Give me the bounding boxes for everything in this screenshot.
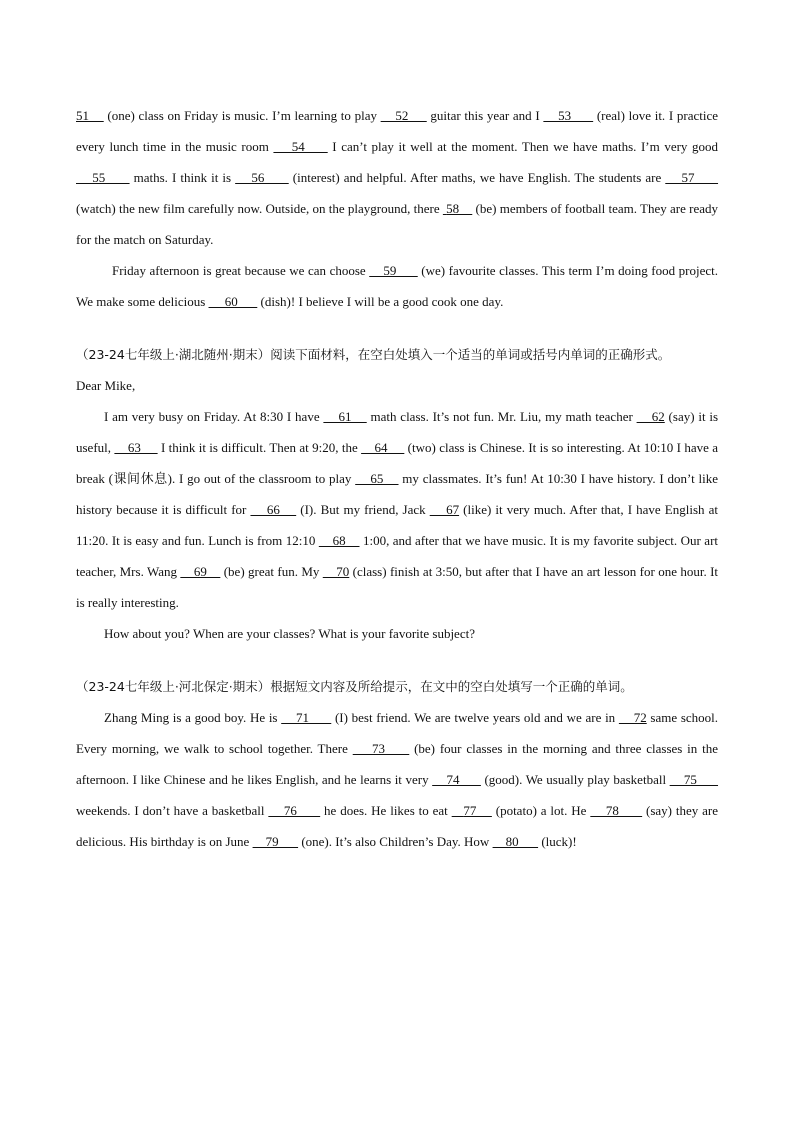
text-run: he does. He likes to eat	[320, 803, 452, 818]
text-run: guitar this year and I	[426, 108, 544, 123]
answer-blank: 53	[543, 108, 594, 123]
text-run: (good). We usually play basketball	[480, 772, 670, 787]
answer-blank: 65	[355, 471, 399, 486]
answer-blank: 67	[429, 502, 460, 517]
answer-blank: 71	[281, 710, 332, 725]
text-run: (two) class is Chinese. It is so interesting. At 10:10 I have a break (课间休息). I go out of the classroom to play	[76, 440, 719, 486]
document-page	[76, 100, 718, 857]
answer-blank: 70	[322, 564, 350, 579]
text-run: (interest) and helpful. After maths, we have English. The students are	[288, 170, 666, 185]
text-run: (one). It’s also Children’s Day. How	[298, 834, 493, 849]
answer-blank: 66	[250, 502, 297, 517]
section3-paragraph1	[76, 702, 718, 857]
answer-blank: 60	[208, 294, 258, 309]
text-run: math class. It’s not fun. Mr. Liu, my math teacher	[366, 409, 637, 424]
answer-blank: 75	[669, 772, 719, 787]
answer-blank: 72	[618, 710, 647, 725]
answer-blank: 64	[361, 440, 405, 455]
answer-blank: 79	[252, 834, 299, 849]
answer-blank: 63	[114, 440, 158, 455]
text-run: my classmates. It’s fun! At 10:30 I have history. I don’t like history because it is difficult for	[76, 471, 719, 517]
section2-salutation: Dear Mike,	[76, 378, 136, 393]
answer-blank: 58	[446, 201, 473, 216]
text-run: (be) great fun. My	[220, 564, 323, 579]
section1-paragraph1	[76, 100, 718, 255]
answer-blank: 68	[318, 533, 360, 548]
text-run: (say) it is useful,	[76, 409, 719, 455]
text-run: (watch) the new film carefully now. Outside, on the playground, there	[76, 201, 443, 216]
answer-blank: 77	[463, 803, 492, 818]
answer-blank: 56	[235, 170, 289, 185]
answer-blank: 54	[273, 139, 328, 154]
section2-paragraph1	[76, 401, 718, 618]
text-run: (potato) a lot. He	[491, 803, 591, 818]
text-run: (like) it very much. After that, I have English at 11:20. It is easy and fun. Lunch is from 12:10	[76, 502, 718, 548]
text-run: (real) love it. I practice every lunch time in the music room	[76, 108, 718, 154]
section1-paragraph2	[76, 255, 718, 317]
answer-blank: 76	[268, 803, 321, 818]
answer-blank: 59	[369, 263, 418, 278]
text-run: (one) class on Friday is music. I’m learning to play	[103, 108, 381, 123]
answer-blank: 52	[380, 108, 427, 123]
text-run: maths. I think it is	[129, 170, 236, 185]
text-run: Zhang Ming is a good boy. He is	[104, 710, 282, 725]
answer-blank: 51	[76, 108, 104, 123]
section2-heading: （23-24七年级上·湖北随州·期末）阅读下面材料，在空白处填入一个适当的单词或括号内单词的正确形式。	[76, 347, 671, 362]
text-run: (we) favourite classes. This term I’m doing food project. We make some delicious	[76, 263, 719, 309]
text-run: (luck)!	[538, 834, 577, 849]
answer-blank: 80	[492, 834, 539, 849]
answer-blank	[452, 803, 464, 818]
text-run: How about you? When are your classes? What is your favorite subject?	[104, 626, 475, 641]
text-run: I am very busy on Friday. At 8:30 I have	[104, 409, 324, 424]
answer-blank: 73	[352, 741, 410, 756]
answer-blank: 74	[432, 772, 481, 787]
text-run: (I) best friend. We are twelve years old and we are in	[331, 710, 619, 725]
text-run: (I). But my friend, Jack	[296, 502, 430, 517]
text-run: weekends. I don’t have a basketball	[76, 803, 269, 818]
text-run: (be) four classes in the morning and three classes in the afternoon. I like Chinese and he likes English, and he learns it very	[76, 741, 719, 787]
text-run: (class) finish at 3:50, but after that I have an art lesson for one hour. It is really interesting.	[76, 564, 719, 610]
text-run: (say) they are delicious. His birthday is on June	[76, 803, 719, 849]
answer-blank: 78	[590, 803, 643, 818]
section2-paragraph2	[76, 618, 718, 649]
answer-blank: 69	[180, 564, 221, 579]
section3-heading: （23-24七年级上·河北保定·期末）根据短文内容及所给提示，在文中的空白处填写一个正确的单词。	[76, 679, 633, 694]
text-run: same school. Every morning, we walk to school together. There	[76, 710, 719, 756]
text-run: I can’t play it well at the moment. Then we have maths. I’m very good	[327, 139, 719, 154]
answer-blank: 55	[76, 170, 130, 185]
text-run: 1:00, and after that we have music. It is my favorite subject. Our art teacher, Mrs. Wang	[76, 533, 719, 579]
text-run: Friday afternoon is great because we can choose	[112, 263, 370, 278]
answer-blank: 61	[323, 409, 367, 424]
text-run: (be) members of football team. They are ready for the match on Saturday.	[76, 201, 719, 247]
answer-blank: 62	[636, 409, 665, 424]
text-run: I think it is difficult. Then at 9:20, the	[157, 440, 362, 455]
text-run: (dish)! I believe I will be a good cook one day.	[257, 294, 504, 309]
answer-blank: 57	[665, 170, 719, 185]
